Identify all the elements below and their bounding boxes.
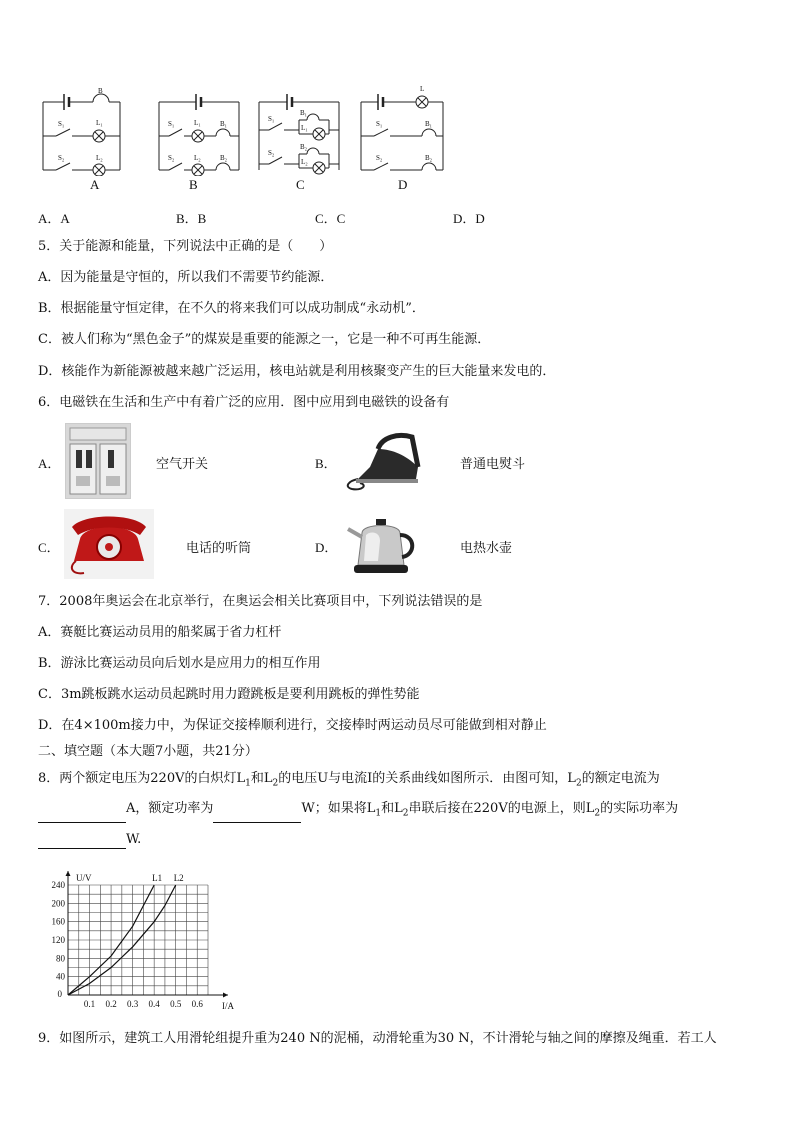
- answer-blank-actual-power[interactable]: [38, 835, 126, 849]
- x-tick-label: 0.2: [105, 999, 117, 1009]
- q6-option-c-letter[interactable]: C．: [38, 540, 60, 555]
- q5-option-b[interactable]: B．根据能量守恒定律，在不久的将来我们可以成功制成“永动机”．: [38, 301, 425, 316]
- svg-text:L₂: L₂: [301, 158, 308, 166]
- x-axis-arrow: [223, 993, 228, 998]
- q8-text: 和L: [381, 801, 403, 816]
- q4-option-d[interactable]: D．D: [453, 211, 485, 226]
- y-tick-label: 200: [51, 898, 65, 909]
- svg-text:B₁: B₁: [425, 120, 433, 128]
- subscript: 2: [402, 808, 409, 819]
- x-tick-label: 0.4: [148, 999, 160, 1009]
- q8-text: 的实际功率为: [600, 801, 679, 816]
- q5-option-a[interactable]: A．因为能量是守恒的，所以我们不需要节约能源．: [38, 270, 334, 285]
- q6-option-d-text: 电热水壶: [460, 540, 513, 555]
- q8-text: W；如果将L: [301, 801, 376, 816]
- q8-text: 和L: [250, 771, 273, 786]
- y-axis-arrow: [66, 871, 71, 876]
- q9-text: 9．如图所示，建筑工人用滑轮组提升重为240 N的泥桶，动滑轮重为30 N，不计滑轮与轴之间的摩擦及绳重．若工人: [38, 1031, 717, 1046]
- air-switch-image: [65, 423, 131, 499]
- q6-option-b-text: 普通电熨斗: [460, 456, 526, 471]
- svg-text:L: L: [420, 85, 425, 93]
- q6-option-b-letter[interactable]: B．: [315, 456, 337, 471]
- svg-text:L₁: L₁: [301, 124, 308, 132]
- circuit-d: [356, 84, 448, 176]
- y-tick-label: 40: [56, 971, 65, 982]
- q8-line-3: [38, 831, 141, 849]
- u-i-chart: [38, 865, 238, 1017]
- subscript: 2: [272, 778, 279, 789]
- electric-iron-image: [338, 427, 428, 493]
- q4-option-a[interactable]: A．A: [38, 211, 70, 226]
- q5-option-c[interactable]: C．被人们称为“黑色金子”的煤炭是重要的能源之一，它是一种不可再生能源．: [38, 332, 491, 347]
- q4-option-b[interactable]: B．B: [176, 211, 207, 226]
- circuit-c-label: C: [296, 177, 305, 192]
- q7-stem: 7．2008年奥运会在北京举行，在奥运会相关比赛项目中，下列说法错误的是: [38, 594, 483, 609]
- svg-text:B₁: B₁: [220, 120, 228, 128]
- answer-blank-current[interactable]: [38, 809, 126, 823]
- x-tick-label: 0.1: [83, 999, 96, 1009]
- svg-text:B₂: B₂: [300, 143, 308, 151]
- svg-text:L₁: L₁: [96, 119, 103, 127]
- svg-text:S₂: S₂: [268, 149, 275, 157]
- x-tick-label: 0.5: [170, 999, 182, 1009]
- svg-text:S₂: S₂: [58, 154, 65, 162]
- answer-blank-power[interactable]: [213, 809, 301, 823]
- circuit-c: [254, 84, 344, 176]
- q4-option-c[interactable]: C．C: [315, 211, 346, 226]
- circuit-d-label: D: [398, 177, 408, 192]
- svg-text:L₂: L₂: [194, 154, 201, 162]
- svg-text:B₁: B₁: [300, 109, 308, 117]
- series-label-l2: L2: [173, 873, 184, 883]
- svg-text:S₁: S₁: [58, 120, 65, 128]
- q7-option-b[interactable]: B．游泳比赛运动员向后划水是应用力的相互作用: [38, 656, 321, 671]
- series-label-l1: L1: [152, 873, 163, 883]
- telephone-image: [64, 509, 154, 579]
- svg-text:S₂: S₂: [168, 154, 175, 162]
- q5-option-d[interactable]: D．核能作为新能源被越来越广泛运用，核电站就是利用核聚变产生的巨大能量来发电的．: [38, 364, 556, 379]
- q8-text: W.: [126, 832, 142, 847]
- x-axis-label: I/A: [222, 1001, 234, 1011]
- q8-line-1: [38, 770, 660, 793]
- origin-label: 0: [57, 989, 62, 999]
- svg-text:B: B: [98, 87, 103, 95]
- q6-option-a-text: 空气开关: [156, 456, 209, 471]
- circuit-b: [154, 84, 244, 176]
- y-tick-label: 120: [51, 935, 65, 945]
- q8-text: 的额定电流为: [581, 771, 660, 786]
- subscript: 2: [575, 778, 582, 789]
- q8-text: A，额定功率为: [126, 801, 214, 816]
- svg-text:S₂: S₂: [376, 154, 383, 162]
- circuit-a: [38, 84, 124, 176]
- q8-text: 的电压U与电流I的关系曲线如图所示．由图可知，L: [278, 771, 576, 786]
- q6-option-a-letter[interactable]: A．: [38, 456, 61, 471]
- q7-option-c[interactable]: C．3m跳板跳水运动员起跳时用力蹬跳板是要利用跳板的弹性势能: [38, 687, 420, 702]
- svg-text:S₁: S₁: [268, 115, 275, 123]
- q7-option-a[interactable]: A．赛艇比赛运动员用的船桨属于省力杠杆: [38, 625, 282, 640]
- svg-text:B₂: B₂: [425, 154, 433, 162]
- q8-line-2: [38, 800, 678, 823]
- y-tick-label: 80: [56, 953, 65, 964]
- q6-option-d-letter[interactable]: D．: [315, 540, 338, 555]
- y-tick-label: 160: [51, 916, 65, 927]
- q6-option-c-text: 电话的听筒: [186, 540, 252, 555]
- x-tick-label: 0.6: [191, 999, 203, 1009]
- subscript: 1: [375, 808, 382, 819]
- svg-text:L₂: L₂: [96, 154, 103, 162]
- subscript: 1: [245, 778, 251, 789]
- y-axis-label: U/V: [76, 873, 92, 883]
- electric-kettle-image: [340, 505, 424, 581]
- svg-text:L₁: L₁: [194, 119, 201, 127]
- circuit-b-label: B: [189, 177, 198, 192]
- q6-stem: 6．电磁铁在生活和生产中有着广泛的应用．图中应用到电磁铁的设备有: [38, 395, 450, 410]
- svg-text:S₁: S₁: [376, 120, 383, 128]
- q8-text: 串联后接在220V的电源上，则L: [408, 801, 595, 816]
- circuit-a-label: A: [90, 177, 100, 192]
- x-tick-label: 0.3: [126, 999, 139, 1009]
- svg-text:S₁: S₁: [168, 120, 175, 128]
- q7-option-d[interactable]: D．在4×100m接力中，为保证交接棒顺利进行，交接棒时两运动员尽可能做到相对静止: [38, 718, 547, 733]
- svg-text:B₂: B₂: [220, 154, 228, 162]
- subscript: 2: [594, 808, 601, 819]
- section-title: 二、填空题（本大题7小题，共21分）: [38, 744, 258, 759]
- y-tick-label: 240: [51, 880, 65, 890]
- q8-text: 8．两个额定电压为220V的白炽灯L: [38, 771, 246, 786]
- q5-stem: 5．关于能源和能量，下列说法中正确的是（ ）: [38, 239, 333, 254]
